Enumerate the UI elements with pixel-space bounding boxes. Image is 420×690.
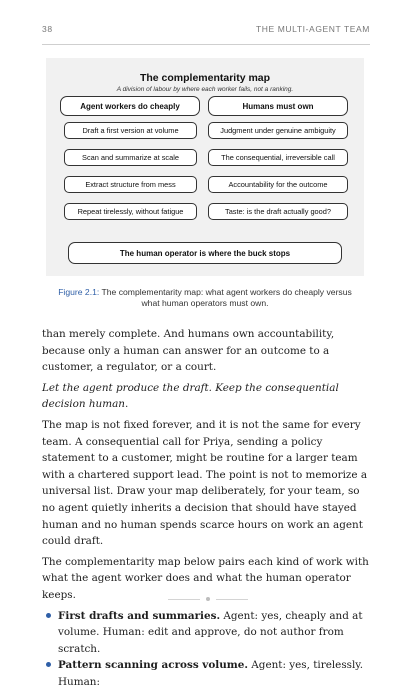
list-item	[42, 657, 372, 690]
left-column-heading: Agent workers do cheaply	[60, 96, 200, 116]
list-item	[42, 608, 372, 658]
list-item-lead: Pattern scanning across volume.	[58, 659, 248, 671]
page-number: 38	[42, 24, 53, 34]
footer-ornament	[168, 597, 248, 603]
left-item: Extract structure from mess	[64, 176, 197, 193]
complementarity-map-figure	[46, 58, 364, 276]
figure-subtitle: A division of labour by where each worker fails, not a ranking.	[46, 86, 364, 93]
list-item-lead: First drafts and summaries.	[58, 610, 220, 622]
figure-caption-text: The complementarity map: what agent workers do cheaply versus what human operators must own.	[99, 287, 352, 308]
bottom-callout-box: The human operator is where the buck stops	[68, 242, 342, 264]
ornament-line	[216, 599, 248, 600]
bullet-list	[42, 608, 372, 690]
paragraph: The complementarity map below pairs each kind of work with what the agent worker does and what the human operator keeps.	[42, 554, 372, 604]
ornament-dot-icon	[206, 597, 210, 601]
body-text	[42, 326, 372, 690]
bullet-dot-icon	[46, 613, 51, 618]
list-item-text: Agent: yes, cheaply and at volume. Human: edit and approve, do not author from scratch.	[58, 610, 363, 655]
right-item: Taste: is the draft actually good?	[208, 203, 348, 220]
running-header	[42, 24, 370, 38]
right-item: The consequential, irreversible call	[208, 149, 348, 166]
bullet-dot-icon	[46, 662, 51, 667]
left-item: Draft a first version at volume	[64, 122, 197, 139]
emphasis-paragraph: Let the agent produce the draft. Keep the consequential decision human.	[42, 380, 372, 413]
header-rule	[42, 44, 370, 45]
figure-title: The complementarity map	[46, 72, 364, 84]
paragraph: than merely complete. And humans own accountability, because only a human can answer for an outcome to a customer, a regulator, or a court.	[42, 326, 372, 376]
right-item: Accountability for the outcome	[208, 176, 348, 193]
left-item: Repeat tirelessly, without fatigue	[64, 203, 197, 220]
right-column-heading: Humans must own	[208, 96, 348, 116]
figure-caption	[52, 287, 358, 309]
right-item: Judgment under genuine ambiguity	[208, 122, 348, 139]
paragraph: The map is not fixed forever, and it is not the same for every team. A consequential call for Priya, sending a policy statement to a customer, might be routine for a larger team with a chartered support lead. The point is not to memorize a universal list. Draw your map deliberately, for your team, so no agent quietly inherits a decision that should have stayed human and no human spends scarce hours on work an agent could draft.	[42, 417, 372, 550]
left-item: Scan and summarize at scale	[64, 149, 197, 166]
ornament-line	[168, 599, 200, 600]
list-item-text: Agent: yes, tirelessly. Human:	[58, 659, 363, 688]
figure-label: Figure 2.1:	[58, 287, 99, 297]
running-title: THE MULTI-AGENT TEAM	[256, 24, 370, 34]
